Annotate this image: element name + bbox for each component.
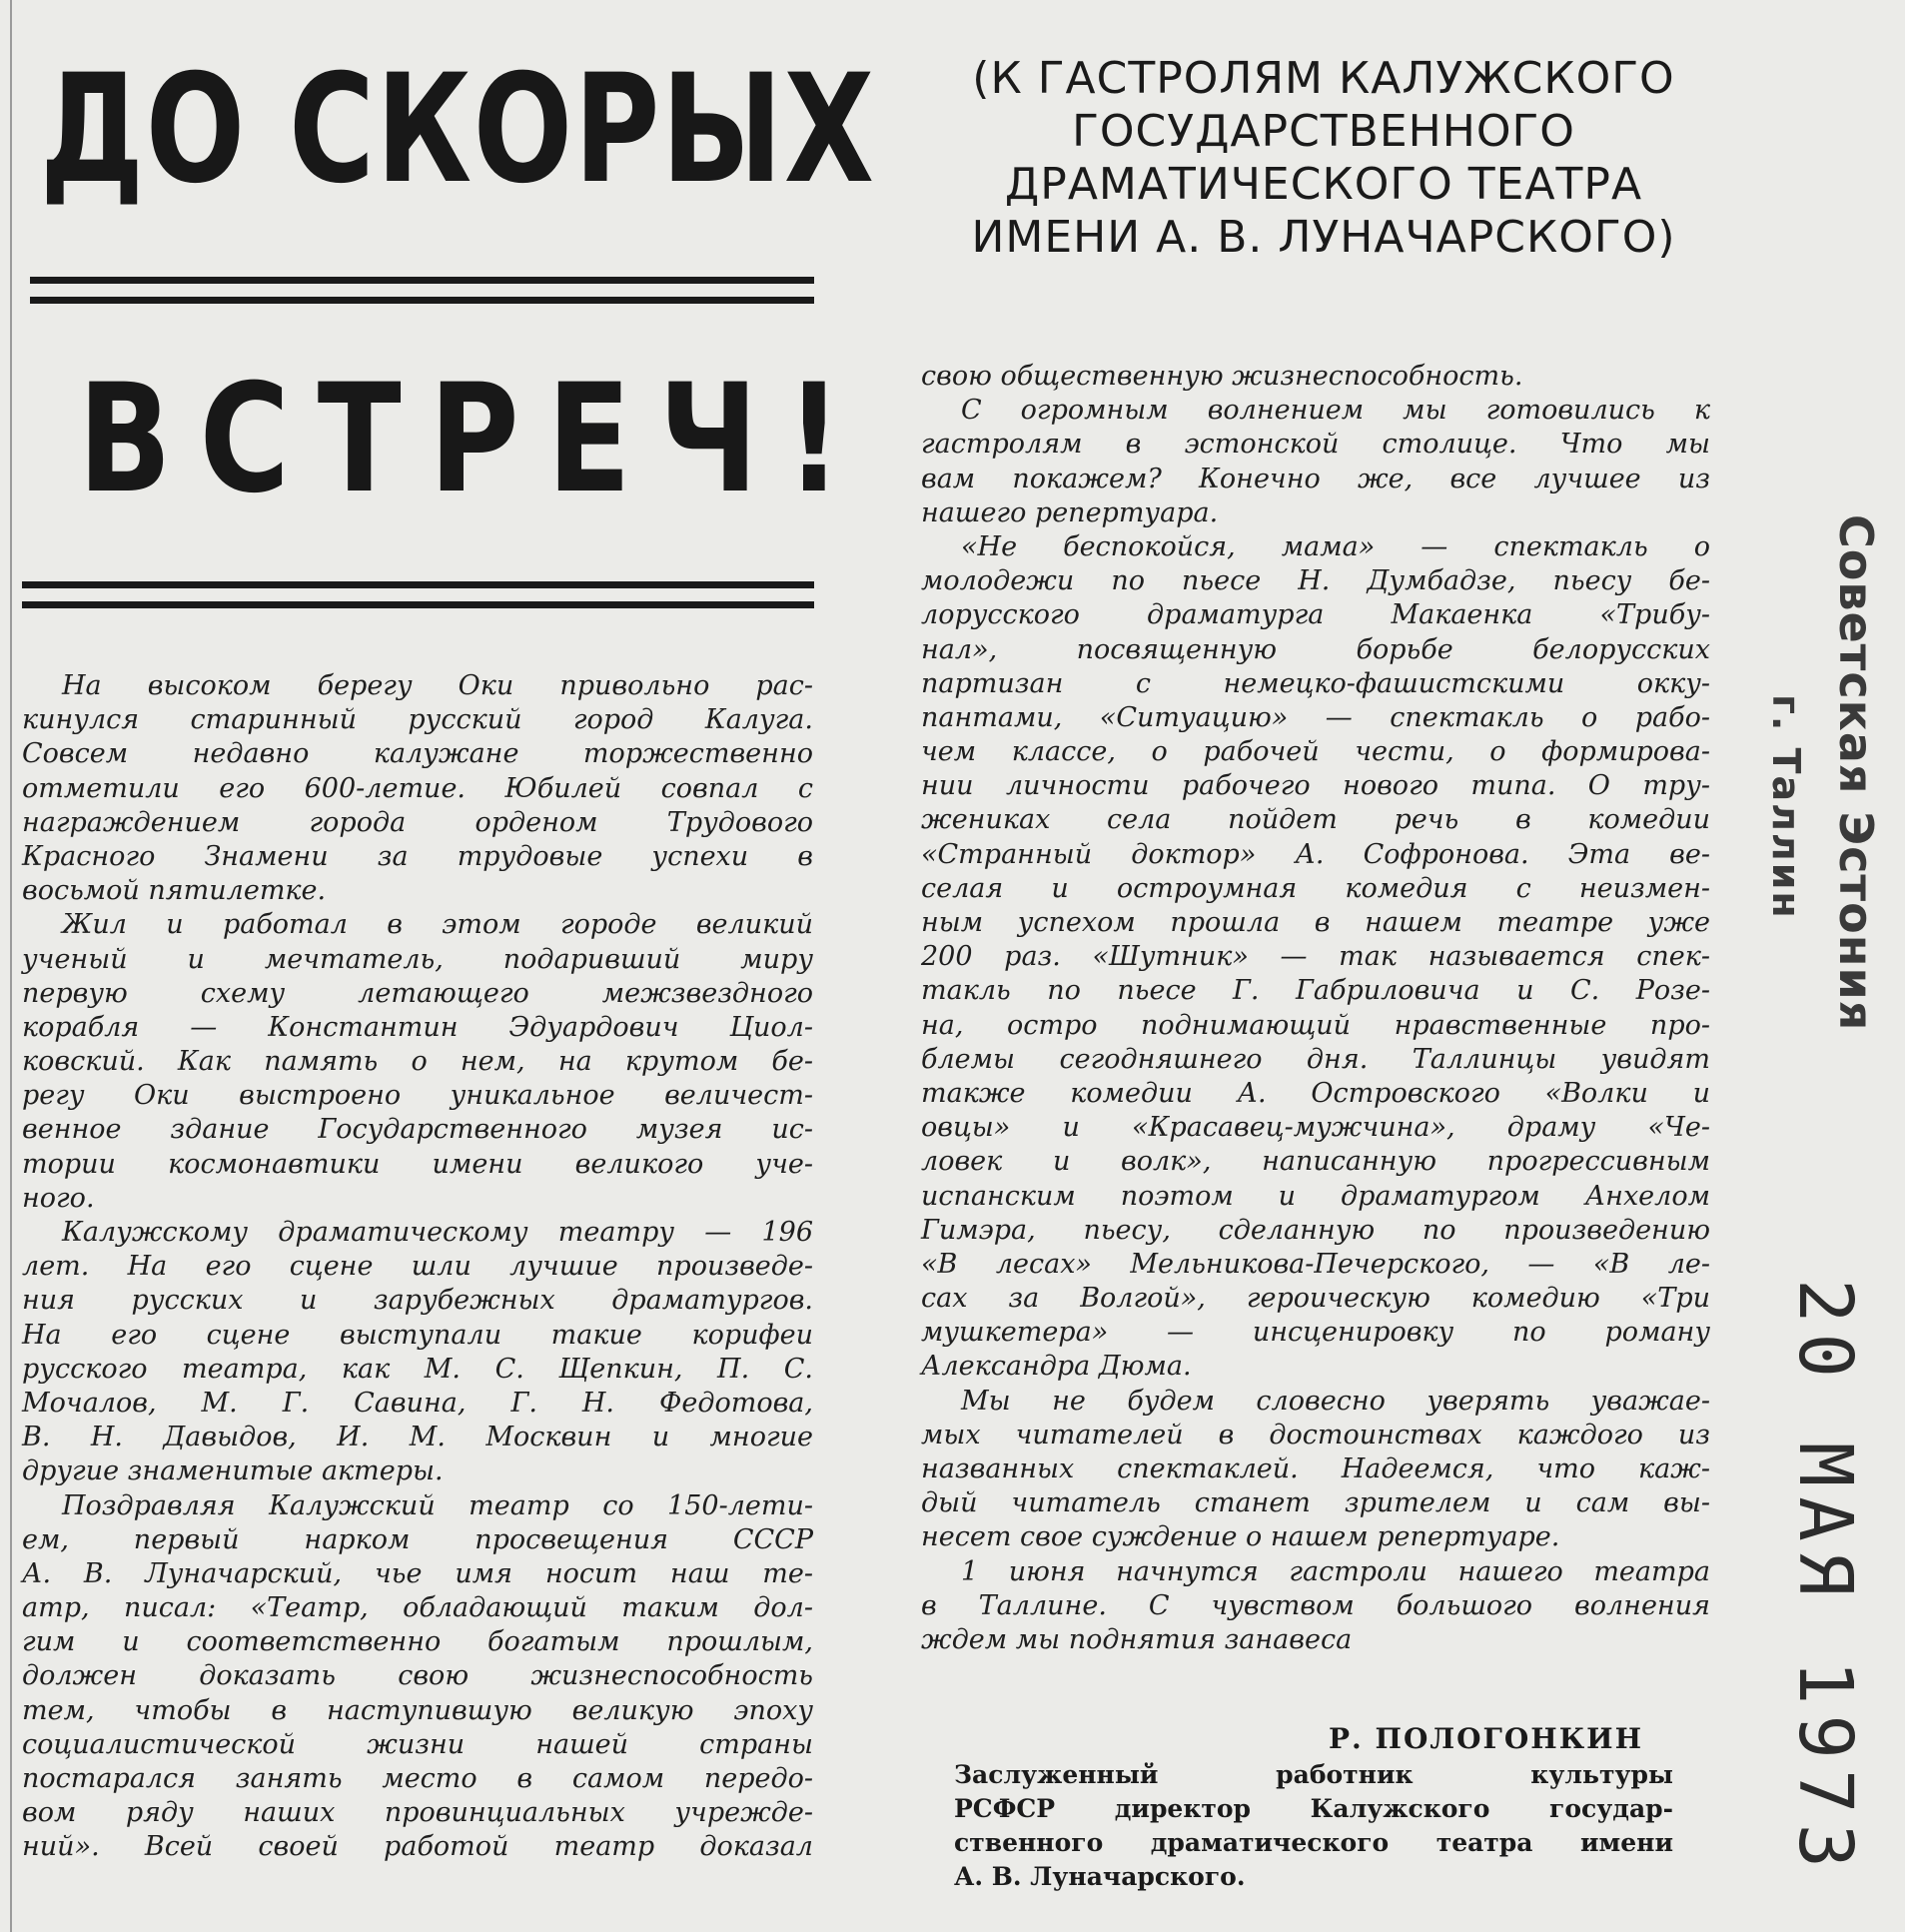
text-line: ным успехом прошла в нашем театре уже xyxy=(921,907,1710,938)
text-line: чем классе, о рабочей чести, о формирова- xyxy=(921,736,1710,768)
clipping-edge xyxy=(10,0,12,1932)
text-line: дый читатель станет зрителем и сам вы- xyxy=(921,1487,1710,1519)
text-line: вам покажем? Конечно же, все лучшее из xyxy=(921,463,1710,494)
text-line: сах за Волгой», героическую комедию «Три xyxy=(921,1283,1710,1315)
text-line: 1 июня начнутся гастроли нашего театра xyxy=(961,1555,1710,1587)
text-line: лорусского драматурга Макаенка «Трибу- xyxy=(921,599,1710,631)
headline-line-1: ДО СКОРЫХ xyxy=(40,43,876,217)
text-line: Александра Дюма. xyxy=(921,1351,1192,1383)
text-line: На его сцене выступали такие корифеи xyxy=(22,1319,813,1351)
text-line: испанским поэтом и драматургом Анхелом xyxy=(921,1180,1710,1212)
author-title xyxy=(954,1758,1673,1894)
text-line: постарался занять место в самом передо- xyxy=(22,1763,813,1794)
subtitle-line: ГОСУДАРСТВЕННОГО xyxy=(1072,106,1575,157)
text-line: Мочалов, М. Г. Савина, Г. Н. Федотова, xyxy=(22,1387,813,1419)
text-line: Совсем недавно калужане торжественно xyxy=(22,738,813,770)
text-line: корабля — Константин Эдуардович Циол- xyxy=(22,1011,813,1043)
text-line: русского театра, как М. С. Щепкин, П. С. xyxy=(22,1353,813,1385)
text-line: нии личности рабочего нового типа. О тру- xyxy=(921,770,1710,802)
text-line: тем, чтобы в наступившую великую эпоху xyxy=(22,1694,813,1726)
text-line: «В лесах» Мельникова-Печерского, — «В ле- xyxy=(921,1248,1710,1280)
text-line: Калужскому драматическому театру — 196 xyxy=(62,1217,813,1248)
article-column-right xyxy=(921,360,1710,1657)
date-stamp: 20 МАЯ 1973 xyxy=(1782,1279,1868,1879)
text-line: ловек и волк», написанную прогрессивным xyxy=(921,1146,1710,1178)
text-line: другие знаменитые актеры. xyxy=(22,1455,444,1487)
text-line: лет. На его сцене шли лучшие произведе- xyxy=(22,1251,813,1283)
author-title-line: А. В. Луначарского. xyxy=(954,1862,1246,1891)
author-title-line: РСФСР директор Калужского государ- xyxy=(954,1794,1673,1823)
author-title-line: Заслуженный работник культуры xyxy=(954,1760,1673,1789)
text-line: гим и соответственно богатым прошлым, xyxy=(22,1626,813,1658)
text-line: ем, первый нарком просвещения СССР xyxy=(22,1523,813,1555)
text-line: мушкетера» — инсценировку по роману xyxy=(921,1317,1710,1349)
headline-rule-bottom-2 xyxy=(22,601,814,608)
headline-rule-top-1 xyxy=(30,277,814,284)
headline-rule-bottom-1 xyxy=(22,581,814,588)
article-column-left xyxy=(22,669,813,1865)
text-line: регу Оки выстроено уникальное величест- xyxy=(22,1080,813,1112)
text-line: «Странный доктор» А. Софронова. Эта ве- xyxy=(921,838,1710,870)
text-line: партизан с немецко-фашистскими окку- xyxy=(921,667,1710,699)
text-line: тории космонавтики имени великого уче- xyxy=(22,1148,813,1180)
text-line: отметили его 600-летие. Юбилей совпал с xyxy=(22,772,813,804)
text-line: в Таллине. С чувством большого волнения xyxy=(921,1589,1710,1621)
text-line: селая и остроумная комедия с неизмен- xyxy=(921,872,1710,904)
text-line: первую схему летающего межзвездного xyxy=(22,977,813,1009)
author-title-line: ственного драматического театра имени xyxy=(954,1828,1673,1857)
text-line: овцы» и «Красавец-мужчина», драму «Че- xyxy=(921,1112,1710,1144)
text-line: вом ряду наших провинциальных учрежде- xyxy=(22,1797,813,1829)
author-name: Р. ПОЛОГОНКИН xyxy=(1329,1722,1644,1755)
text-line: блемы сегодняшнего дня. Таллинцы увидят xyxy=(921,1043,1710,1075)
subtitle xyxy=(904,52,1743,264)
text-line: жениках села пойдет речь в комедии xyxy=(921,804,1710,836)
text-line: ждем мы поднятия занавеса xyxy=(921,1623,1353,1655)
text-line: А. В. Луначарский, чье имя носит наш те- xyxy=(22,1557,813,1589)
text-line: названных спектаклей. Надеемся, что каж- xyxy=(921,1453,1710,1484)
text-line: ного. xyxy=(22,1182,95,1214)
text-line: такль по пьесе Г. Габриловича и С. Розе- xyxy=(921,975,1710,1007)
text-line: венное здание Государственного музея ис- xyxy=(22,1114,813,1146)
text-line: социалистической жизни нашей страны xyxy=(22,1728,813,1760)
text-line: свою общественную жизнеспособность. xyxy=(921,361,1523,392)
text-line: С огромным волнением мы готовились к xyxy=(961,395,1710,427)
text-line: пантами, «Ситуацию» — спектакль о рабо- xyxy=(921,701,1710,733)
text-line: гастролям в эстонской столице. Что мы xyxy=(921,429,1710,461)
text-line: Мы не будем словесно уверять уважае- xyxy=(961,1385,1710,1417)
text-line: кинулся старинный русский город Калуга. xyxy=(22,704,813,736)
subtitle-line: (К ГАСТРОЛЯМ КАЛУЖСКОГО xyxy=(972,53,1675,104)
text-line: Гимэра, пьесу, сделанную по произведению xyxy=(921,1214,1710,1246)
headline-rule-top-2 xyxy=(30,297,814,304)
text-line: восьмой пятилетке. xyxy=(22,875,327,907)
text-line: Жил и работал в этом городе великий xyxy=(62,909,813,941)
text-line: нашего репертуара. xyxy=(921,496,1219,528)
city-stamp: г. Таллин xyxy=(1764,694,1808,920)
text-line: несет свое суждение о нашем репертуаре. xyxy=(921,1521,1560,1553)
text-line: На высоком берегу Оки привольно рас- xyxy=(62,670,813,701)
newspaper-stamp: Советская Эстония xyxy=(1829,514,1883,1032)
text-line: также комедии А. Островского «Волки и xyxy=(921,1077,1710,1109)
text-line: Красного Знамени за трудовые успехи в xyxy=(22,840,813,872)
text-line: нал», посвященную борьбе белорусских xyxy=(921,633,1710,665)
subtitle-line: ДРАМАТИЧЕСКОГО ТЕАТРА xyxy=(1004,159,1643,210)
text-line: награждением города орденом Трудового xyxy=(22,806,813,838)
text-line: 200 раз. «Шутник» — так называется спек- xyxy=(921,941,1710,973)
text-line: ний». Всей своей работой театр доказал xyxy=(22,1831,813,1863)
text-line: мых читателей в достоинствах каждого из xyxy=(921,1419,1710,1450)
text-line: ковский. Как память о нем, на крутом бе- xyxy=(22,1046,813,1078)
text-line: должен доказать свою жизнеспособность xyxy=(22,1660,813,1692)
text-line: Поздравляя Калужский театр со 150-лети- xyxy=(62,1489,813,1521)
text-line: ученый и мечтатель, подаривший миру xyxy=(22,943,813,975)
text-line: на, остро поднимающий нравственные про- xyxy=(921,1009,1710,1041)
text-line: молодежи по пьесе Н. Думбадзе, пьесу бе- xyxy=(921,565,1710,597)
text-line: атр, писал: «Театр, обладающий таким дол- xyxy=(22,1592,813,1624)
headline-line-2: ВСТРЕЧ! xyxy=(78,353,870,526)
subtitle-line: ИМЕНИ А. В. ЛУНАЧАРСКОГО) xyxy=(971,212,1676,263)
text-line: ния русских и зарубежных драматургов. xyxy=(22,1285,813,1317)
text-line: В. Н. Давыдов, И. М. Москвин и многие xyxy=(22,1422,813,1453)
text-line: «Не беспокойся, мама» — спектакль о xyxy=(961,530,1710,562)
